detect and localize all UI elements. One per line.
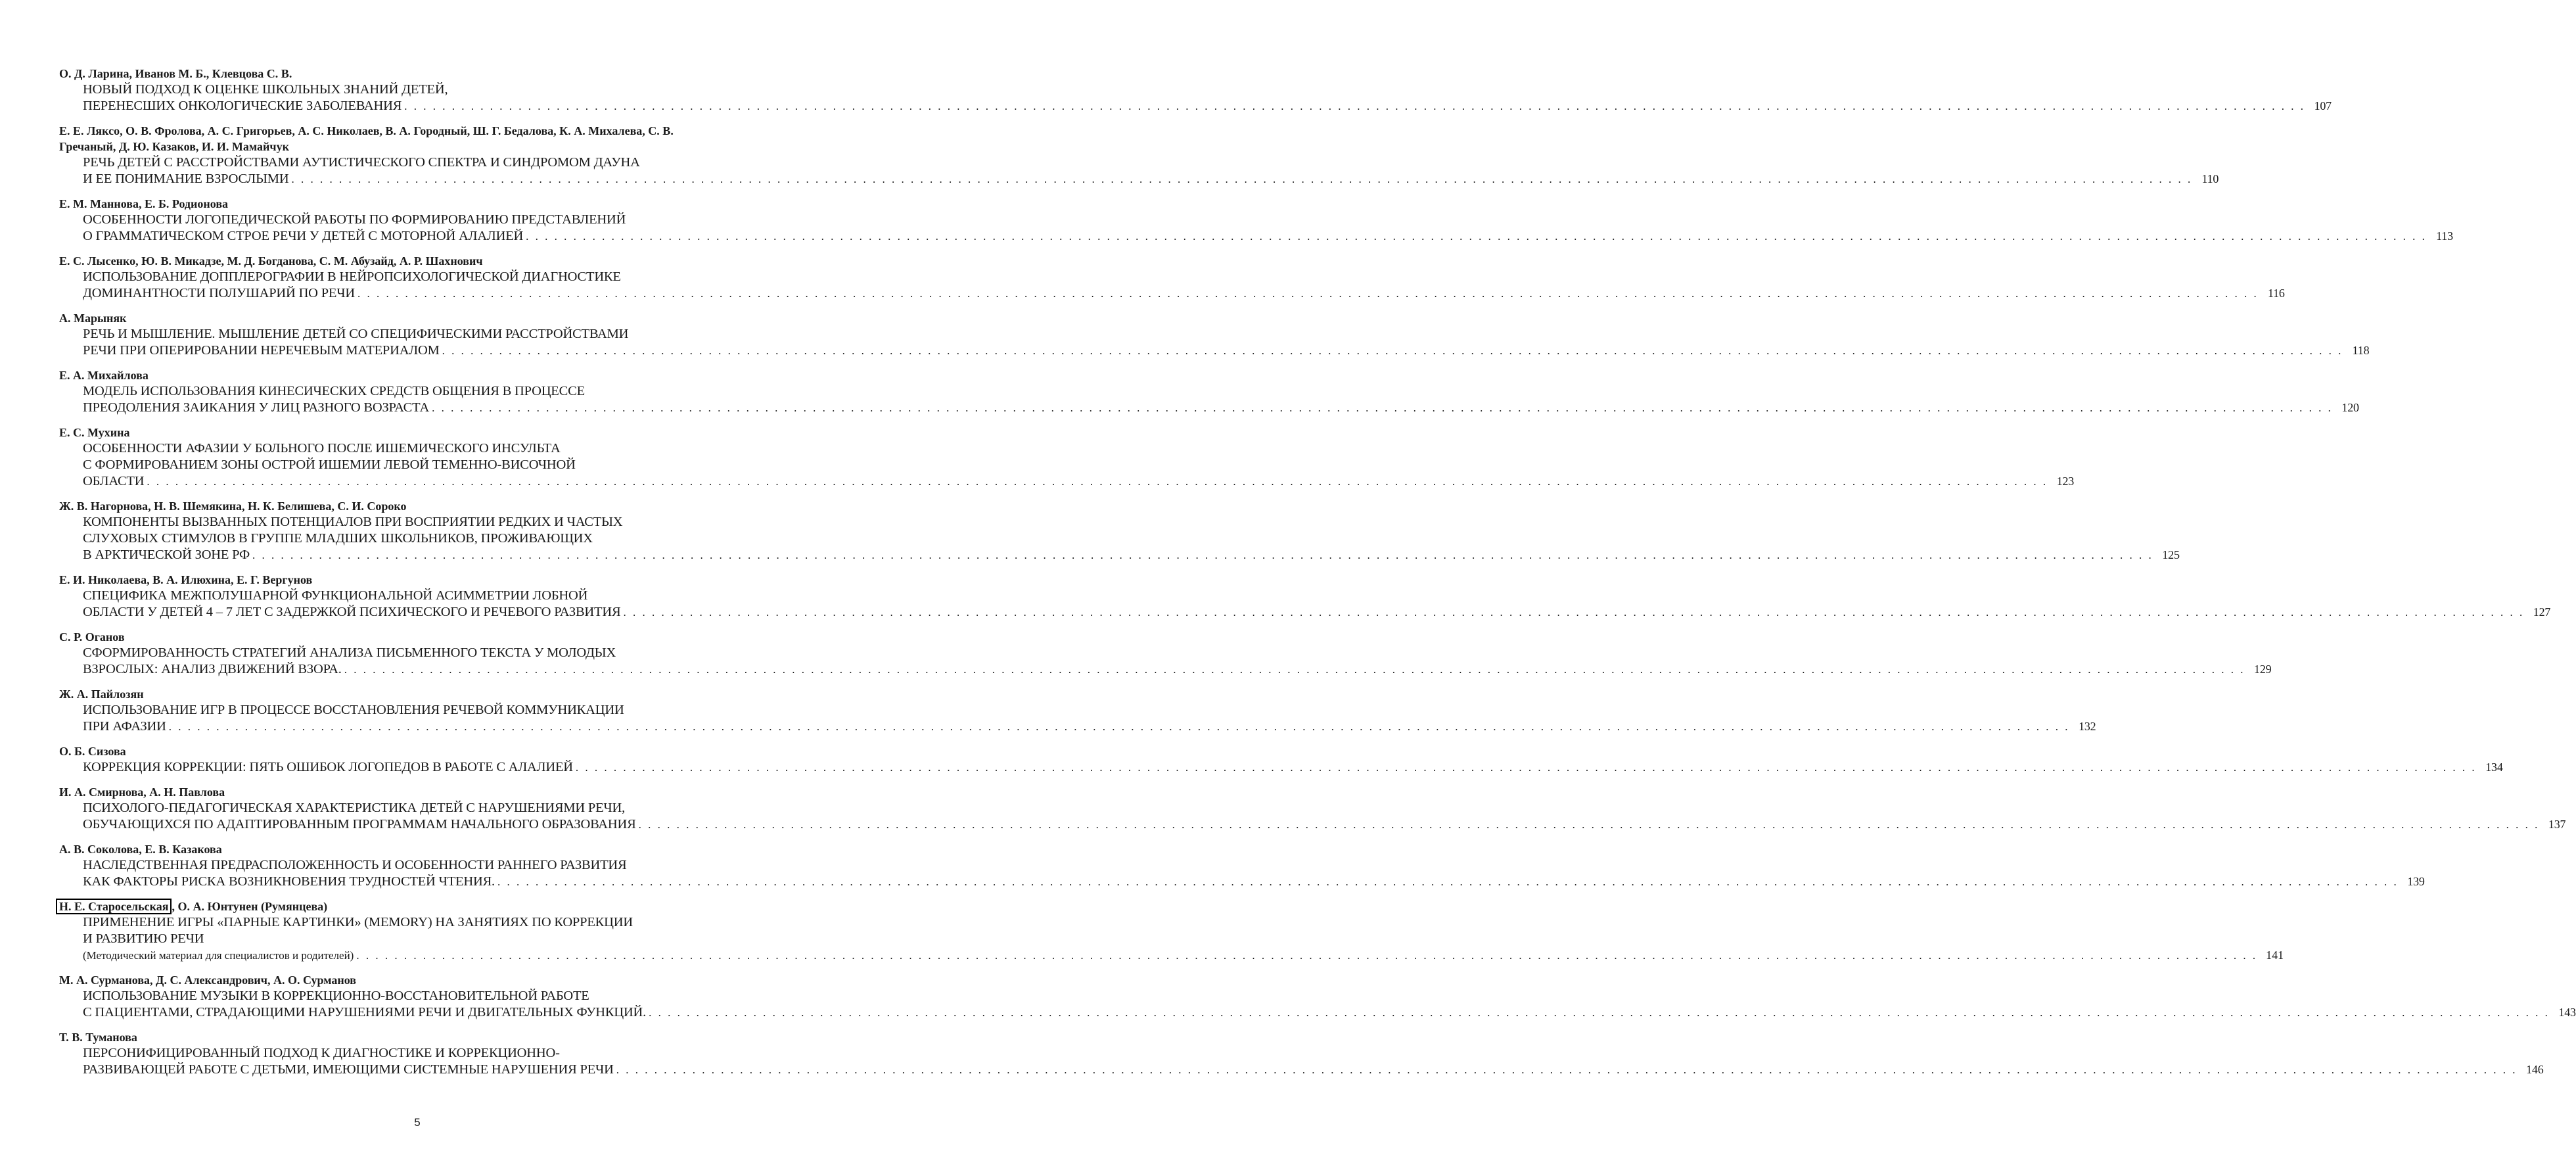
title-text: РЕЧИ ПРИ ОПЕРИРОВАНИИ НЕРЕЧЕВЫМ МАТЕРИАЛОМ <box>83 343 440 358</box>
entry-title-line <box>83 530 760 547</box>
page-ref: 118 <box>2352 344 2370 357</box>
entry-authors <box>59 686 760 702</box>
dot-leader: . . . . . . . . . . . . . . . . . . . . . . . . . . . . . . . . . . . . . . . . . . . . . . . . . . . . . . . . . . . . . . . . . . . . . . . . . . . . . . . . . . . . . . . . . . . . . . . . . . . . . . . . . . . . . . . . . . . . . . . . . . . . . . . . . . . . . . . . . . . . . . . . . . . . . . . . . . . . . . . . . . . . . . . . . . . . . . . . . . . . . . . . . . . . . . . . . . . . . . . . <box>357 287 2259 300</box>
title-text: ОСОБЕННОСТИ ЛОГОПЕДИЧЕСКОЙ РАБОТЫ ПО ФОРМИРОВАНИЮ ПРЕДСТАВЛЕНИЙ <box>83 212 626 227</box>
toc-entry <box>59 425 2075 490</box>
dot-leader: . . . . . . . . . . . . . . . . . . . . . . . . . . . . . . . . . . . . . . . . . . . . . . . . . . . . . . . . . . . . . . . . . . . . . . . . . . . . . . . . . . . . . . . . . . . . . . . . . . . . . . . . . . . . . . . . . . . . . . . . . . . . . . . . . . . . . . . . . . . . . . . . . . . . . . . . . . . . . . . . . . . . . . . . . . . . . . . . . . . . . . . . . . . . . . . . . . . . . . . . <box>616 1064 2518 1076</box>
author-names: Е. А. Михайлова <box>59 369 149 382</box>
entry-title-line <box>83 857 760 874</box>
page-ref: 141 <box>2266 949 2284 962</box>
entry-title-line <box>83 212 760 228</box>
author-names: О. Б. Сизова <box>59 745 126 758</box>
entry-note-line <box>83 947 2284 964</box>
toc-entry <box>59 196 2453 245</box>
entry-title-line <box>83 440 760 457</box>
page-ref: 120 <box>2341 401 2359 414</box>
dot-leader: . . . . . . . . . . . . . . . . . . . . . . . . . . . . . . . . . . . . . . . . . . . . . . . . . . . . . . . . . . . . . . . . . . . . . . . . . . . . . . . . . . . . . . . . . . . . . . . . . . . . . . . . . . . . . . . . . . . . . . . . . . . . . . . . . . . . . . . . . . . . . . . . . . . . . . . . . . . . . . . . . . . . . . . . . . . . . . . . . . . . . . . . . . . . . . . . . . . . . . . . <box>442 344 2343 357</box>
page-ref: 107 <box>2314 99 2332 112</box>
author-names: Е. И. Николаева, В. А. Илюхина, Е. Г. Вергунов <box>59 573 313 586</box>
dot-leader: . . . . . . . . . . . . . . . . . . . . . . . . . . . . . . . . . . . . . . . . . . . . . . . . . . . . . . . . . . . . . . . . . . . . . . . . . . . . . . . . . . . . . . . . . . . . . . . . . . . . . . . . . . . . . . . . . . . . . . . . . . . . . . . . . . . . . . . . . . . . . . . . . . . . . . . . . . . . . . . . . . . . . . . . . . . . . . . . . . . . . . . . . . . . . . . . . . . . . . . . <box>623 606 2525 619</box>
entry-title-line <box>83 154 760 171</box>
page-ref: 125 <box>2162 548 2180 561</box>
entry-title-line <box>83 269 760 285</box>
dot-leader: . . . . . . . . . . . . . . . . . . . . . . . . . . . . . . . . . . . . . . . . . . . . . . . . . . . . . . . . . . . . . . . . . . . . . . . . . . . . . . . . . . . . . . . . . . . . . . . . . . . . . . . . . . . . . . . . . . . . . . . . . . . . . . . . . . . . . . . . . . . . . . . . . . . . . . . . . . . . . . . . . . . . . . . . . . . . . . . . . . . . . . . . . . . . . . . . . . . . . . . . <box>356 949 2258 962</box>
highlighted-author: Н. Е. Старосельская <box>56 899 172 914</box>
page-ref: 127 <box>2533 605 2551 619</box>
entry-title-line <box>83 82 760 98</box>
entry-authors <box>59 841 760 857</box>
title-text: И ЕЕ ПОНИМАНИЕ ВЗРОСЛЫМИ <box>83 172 289 186</box>
author-names: О. Д. Ларина, Иванов М. Б., Клевцова С. В. <box>59 67 292 80</box>
entry-title-line <box>83 1045 760 1062</box>
toc-entry <box>59 123 2219 187</box>
author-names: Т. В. Туманова <box>59 1031 137 1044</box>
author-names: Е. М. Маннова, Е. Б. Родионова <box>59 197 229 210</box>
entry-title-line <box>83 931 760 947</box>
title-text: ПРИМЕНЕНИЕ ИГРЫ «ПАРНЫЕ КАРТИНКИ» (MEMORY) НА ЗАНЯТИЯХ ПО КОРРЕКЦИИ <box>83 915 633 929</box>
dot-leader: . . . . . . . . . . . . . . . . . . . . . . . . . . . . . . . . . . . . . . . . . . . . . . . . . . . . . . . . . . . . . . . . . . . . . . . . . . . . . . . . . . . . . . . . . . . . . . . . . . . . . . . . . . . . . . . . . . . . . . . . . . . . . . . . . . . . . . . . . . . . . . . . . . . . . . . . . . . . . . . . . . . . . . . . . . . . . . . . . . . . . . . . . . . . . . . . . . . . . . . . <box>252 549 2153 561</box>
author-names: С. Р. Оганов <box>59 630 125 644</box>
title-text: ПЕРЕНЕСШИХ ОНКОЛОГИЧЕСКИЕ ЗАБОЛЕВАНИЯ <box>83 99 402 113</box>
entry-title-line <box>83 285 2285 302</box>
entry-authors <box>59 743 760 759</box>
title-text: ПЕРСОНИФИЦИРОВАННЫЙ ПОДХОД К ДИАГНОСТИКЕ И КОРРЕКЦИОННО- <box>83 1046 560 1060</box>
dot-leader: . . . . . . . . . . . . . . . . . . . . . . . . . . . . . . . . . . . . . . . . . . . . . . . . . . . . . . . . . . . . . . . . . . . . . . . . . . . . . . . . . . . . . . . . . . . . . . . . . . . . . . . . . . . . . . . . . . . . . . . . . . . . . . . . . . . . . . . . . . . . . . . . . . . . . . . . . . . . . . . . . . . . . . . . . . . . . . . . . . . . . . . . . . . . . . . . . . . . . . . . <box>344 663 2245 676</box>
toc-entry <box>59 899 2284 964</box>
title-text: ОБЛАСТИ У ДЕТЕЙ 4 – 7 ЛЕТ С ЗАДЕРЖКОЙ ПСИХИЧЕСКОГО И РЕЧЕВОГО РАЗВИТИЯ <box>83 605 621 619</box>
dot-leader: . . . . . . . . . . . . . . . . . . . . . . . . . . . . . . . . . . . . . . . . . . . . . . . . . . . . . . . . . . . . . . . . . . . . . . . . . . . . . . . . . . . . . . . . . . . . . . . . . . . . . . . . . . . . . . . . . . . . . . . . . . . . . . . . . . . . . . . . . . . . . . . . . . . . . . . . . . . . . . . . . . . . . . . . . . . . . . . . . . . . . . . . . . . . . . . . . . . . . . . . <box>147 475 2048 488</box>
title-text: О ГРАММАТИЧЕСКОМ СТРОЕ РЕЧИ У ДЕТЕЙ С МОТОРНОЙ АЛАЛИЕЙ <box>83 229 524 243</box>
entry-authors <box>59 367 760 383</box>
entry-title-line <box>83 988 760 1004</box>
entry-title-line <box>83 645 760 661</box>
entry-authors <box>59 498 760 514</box>
author-names: , О. А. Юнтунен (Румянцева) <box>172 900 328 913</box>
author-names: Ж. А. Пайлозян <box>59 688 144 701</box>
author-names: И. А. Смирнова, А. Н. Павлова <box>59 785 225 799</box>
toc-entry <box>59 686 2096 735</box>
author-names: Ж. В. Нагорнова, Н. В. Шемякина, Н. К. Белишева, С. И. Сороко <box>59 500 407 513</box>
title-text: ПРИ АФАЗИИ <box>83 719 166 734</box>
toc-entry <box>59 66 2332 114</box>
entry-authors <box>59 572 760 588</box>
toc-entry <box>59 784 2566 833</box>
entry-title-line <box>83 702 760 718</box>
entry-title-line <box>83 383 760 400</box>
entry-authors <box>59 899 760 914</box>
dot-leader: . . . . . . . . . . . . . . . . . . . . . . . . . . . . . . . . . . . . . . . . . . . . . . . . . . . . . . . . . . . . . . . . . . . . . . . . . . . . . . . . . . . . . . . . . . . . . . . . . . . . . . . . . . . . . . . . . . . . . . . . . . . . . . . . . . . . . . . . . . . . . . . . . . . . . . . . . . . . . . . . . . . . . . . . . . . . . . . . . . . . . . . . . . . . . . . . . . . . . . . . <box>575 761 2477 774</box>
author-names: Е. С. Лысенко, Ю. В. Микадзе, М. Д. Богданова, С. М. Абузайд, А. Р. Шахнович <box>59 254 483 268</box>
author-names: Е. С. Мухина <box>59 426 130 439</box>
entry-title-line <box>83 661 2272 678</box>
entry-title-line <box>83 816 2566 833</box>
entry-authors <box>59 1029 760 1045</box>
page-ref: 123 <box>2056 475 2075 488</box>
toc-entry <box>59 498 2180 563</box>
entry-title-line <box>83 326 760 342</box>
title-text: РАЗВИВАЮЩЕЙ РАБОТЕ С ДЕТЬМИ, ИМЕЮЩИМИ СИСТЕМНЫЕ НАРУШЕНИЯ РЕЧИ <box>83 1062 614 1077</box>
page-ref: 116 <box>2267 287 2285 300</box>
entry-title-line <box>83 400 2359 416</box>
title-text: ИСПОЛЬЗОВАНИЕ ИГР В ПРОЦЕССЕ ВОССТАНОВЛЕНИЯ РЕЧЕВОЙ КОММУНИКАЦИИ <box>83 703 624 717</box>
entry-title-line <box>83 800 760 816</box>
author-names: А. В. Соколова, Е. В. Казакова <box>59 843 222 856</box>
title-text: ОСОБЕННОСТИ АФАЗИИ У БОЛЬНОГО ПОСЛЕ ИШЕМИЧЕСКОГО ИНСУЛЬТА <box>83 441 561 456</box>
entry-authors <box>59 310 760 326</box>
title-text: НАСЛЕДСТВЕННАЯ ПРЕДРАСПОЛОЖЕННОСТЬ И ОСОБЕННОСТИ РАННЕГО РАЗВИТИЯ <box>83 858 627 872</box>
title-text: РЕЧЬ И МЫШЛЕНИЕ. МЫШЛЕНИЕ ДЕТЕЙ СО СПЕЦИФИЧЕСКИМИ РАССТРОЙСТВАМИ <box>83 327 629 341</box>
entry-authors <box>59 123 760 154</box>
title-text: С ПАЦИЕНТАМИ, СТРАДАЮЩИМИ НАРУШЕНИЯМИ РЕЧИ И ДВИГАТЕЛЬНЫХ ФУНКЦИЙ. <box>83 1005 647 1020</box>
entry-title-line <box>83 914 760 931</box>
title-text: РЕЧЬ ДЕТЕЙ С РАССТРОЙСТВАМИ АУТИСТИЧЕСКОГО СПЕКТРА И СИНДРОМОМ ДАУНА <box>83 155 640 170</box>
entry-title-line <box>83 588 760 604</box>
toc-entry <box>59 743 2503 776</box>
entry-title-line <box>83 547 2180 563</box>
entry-authors <box>59 253 760 269</box>
entry-title-line <box>83 98 2332 114</box>
toc-entry <box>59 310 2370 359</box>
entry-authors <box>59 629 760 645</box>
title-text: ИСПОЛЬЗОВАНИЕ МУЗЫКИ В КОРРЕКЦИОННО-ВОССТАНОВИТЕЛЬНОЙ РАБОТЕ <box>83 989 589 1003</box>
entry-title-line <box>83 1004 2576 1021</box>
toc-entry <box>59 253 2285 302</box>
title-text: КОМПОНЕНТЫ ВЫЗВАННЫХ ПОТЕНЦИАЛОВ ПРИ ВОСПРИЯТИИ РЕДКИХ И ЧАСТЫХ <box>83 515 623 529</box>
toc-entry <box>59 367 2359 416</box>
entry-title-line <box>83 171 2219 187</box>
title-text: КОРРЕКЦИЯ КОРРЕКЦИИ: ПЯТЬ ОШИБОК ЛОГОПЕДОВ В РАБОТЕ С АЛАЛИЕЙ <box>83 760 573 774</box>
entry-title-line <box>83 228 2453 245</box>
toc-entry <box>59 1029 2544 1078</box>
dot-leader: . . . . . . . . . . . . . . . . . . . . . . . . . . . . . . . . . . . . . . . . . . . . . . . . . . . . . . . . . . . . . . . . . . . . . . . . . . . . . . . . . . . . . . . . . . . . . . . . . . . . . . . . . . . . . . . . . . . . . . . . . . . . . . . . . . . . . . . . . . . . . . . . . . . . . . . . . . . . . . . . . . . . . . . . . . . . . . . . . . . . . . . . . . . . . . . . . . . . . . . . <box>649 1006 2550 1019</box>
title-text: НОВЫЙ ПОДХОД К ОЦЕНКЕ ШКОЛЬНЫХ ЗНАНИЙ ДЕТЕЙ, <box>83 82 448 97</box>
dot-leader: . . . . . . . . . . . . . . . . . . . . . . . . . . . . . . . . . . . . . . . . . . . . . . . . . . . . . . . . . . . . . . . . . . . . . . . . . . . . . . . . . . . . . . . . . . . . . . . . . . . . . . . . . . . . . . . . . . . . . . . . . . . . . . . . . . . . . . . . . . . . . . . . . . . . . . . . . . . . . . . . . . . . . . . . . . . . . . . . . . . . . . . . . . . . . . . . . . . . . . . . <box>432 402 2333 414</box>
entry-title-line <box>83 1062 2544 1078</box>
title-text: СФОРМИРОВАННОСТЬ СТРАТЕГИЙ АНАЛИЗА ПИСЬМЕННОГО ТЕКСТА У МОЛОДЫХ <box>83 645 616 660</box>
entry-title-line <box>83 473 2075 490</box>
toc-entry <box>59 972 2576 1021</box>
toc-entry <box>59 841 2425 890</box>
title-text: ВЗРОСЛЫХ: АНАЛИЗ ДВИЖЕНИЙ ВЗОРА. <box>83 662 342 676</box>
title-text: КАК ФАКТОРЫ РИСКА ВОЗНИКНОВЕНИЯ ТРУДНОСТЕЙ ЧТЕНИЯ. <box>83 874 495 889</box>
title-text: С ФОРМИРОВАНИЕМ ЗОНЫ ОСТРОЙ ИШЕМИИ ЛЕВОЙ ТЕМЕННО-ВИСОЧНОЙ <box>83 457 576 472</box>
author-names: А. Марыняк <box>59 312 127 325</box>
entry-authors <box>59 425 760 440</box>
title-text: ПРЕОДОЛЕНИЯ ЗАИКАНИЯ У ЛИЦ РАЗНОГО ВОЗРАСТА <box>83 400 430 415</box>
dot-leader: . . . . . . . . . . . . . . . . . . . . . . . . . . . . . . . . . . . . . . . . . . . . . . . . . . . . . . . . . . . . . . . . . . . . . . . . . . . . . . . . . . . . . . . . . . . . . . . . . . . . . . . . . . . . . . . . . . . . . . . . . . . . . . . . . . . . . . . . . . . . . . . . . . . . . . . . . . . . . . . . . . . . . . . . . . . . . . . . . . . . . . . . . . . . . . . . . . . . . . . . <box>291 173 2193 185</box>
title-text: И РАЗВИТИЮ РЕЧИ <box>83 931 204 946</box>
title-text: ПСИХОЛОГО-ПЕДАГОГИЧЕСКАЯ ХАРАКТЕРИСТИКА ДЕТЕЙ С НАРУШЕНИЯМИ РЕЧИ, <box>83 801 626 815</box>
page-ref: 110 <box>2201 172 2219 185</box>
dot-leader: . . . . . . . . . . . . . . . . . . . . . . . . . . . . . . . . . . . . . . . . . . . . . . . . . . . . . . . . . . . . . . . . . . . . . . . . . . . . . . . . . . . . . . . . . . . . . . . . . . . . . . . . . . . . . . . . . . . . . . . . . . . . . . . . . . . . . . . . . . . . . . . . . . . . . . . . . . . . . . . . . . . . . . . . . . . . . . . . . . . . . . . . . . . . . . . . . . . . . . . . <box>638 818 2540 831</box>
page-ref: 146 <box>2526 1063 2544 1076</box>
entry-title-line <box>83 514 760 530</box>
page-ref: 132 <box>2079 720 2096 733</box>
title-text: СПЕЦИФИКА МЕЖПОЛУШАРНОЙ ФУНКЦИОНАЛЬНОЙ АСИММЕТРИИ ЛОБНОЙ <box>83 588 588 603</box>
page-ref: 113 <box>2436 229 2453 243</box>
entry-title-line <box>83 874 2425 890</box>
page-ref: 143 <box>2558 1006 2576 1019</box>
table-of-contents <box>59 66 2576 1087</box>
title-text: СЛУХОВЫХ СТИМУЛОВ В ГРУППЕ МЛАДШИХ ШКОЛЬНИКОВ, ПРОЖИВАЮЩИХ <box>83 531 593 546</box>
dot-leader: . . . . . . . . . . . . . . . . . . . . . . . . . . . . . . . . . . . . . . . . . . . . . . . . . . . . . . . . . . . . . . . . . . . . . . . . . . . . . . . . . . . . . . . . . . . . . . . . . . . . . . . . . . . . . . . . . . . . . . . . . . . . . . . . . . . . . . . . . . . . . . . . . . . . . . . . . . . . . . . . . . . . . . . . . . . . . . . . . . . . . . . . . . . . . . . . . . . . . . . . <box>168 720 2070 733</box>
toc-entry <box>59 572 2551 621</box>
entry-title-line <box>83 718 2096 735</box>
title-text: ОБУЧАЮЩИХСЯ ПО АДАПТИРОВАННЫМ ПРОГРАММАМ НАЧАЛЬНОГО ОБРАЗОВАНИЯ <box>83 817 636 832</box>
dot-leader: . . . . . . . . . . . . . . . . . . . . . . . . . . . . . . . . . . . . . . . . . . . . . . . . . . . . . . . . . . . . . . . . . . . . . . . . . . . . . . . . . . . . . . . . . . . . . . . . . . . . . . . . . . . . . . . . . . . . . . . . . . . . . . . . . . . . . . . . . . . . . . . . . . . . . . . . . . . . . . . . . . . . . . . . . . . . . . . . . . . . . . . . . . . . . . . . . . . . . . . . <box>404 100 2305 112</box>
page-number: 5 <box>414 1116 421 1129</box>
entry-authors <box>59 66 760 82</box>
title-text: ИСПОЛЬЗОВАНИЕ ДОППЛЕРОГРАФИИ В НЕЙРОПСИХОЛОГИЧЕСКОЙ ДИАГНОСТИКЕ <box>83 270 621 284</box>
entry-title-line <box>83 457 760 473</box>
title-text: В АРКТИЧЕСКОЙ ЗОНЕ РФ <box>83 548 250 562</box>
note-text: (Методический материал для специалистов и родителей) <box>83 949 354 962</box>
toc-entry <box>59 629 2272 678</box>
page-ref: 137 <box>2548 818 2566 831</box>
entry-title-line <box>83 604 2551 621</box>
entry-authors <box>59 784 760 800</box>
dot-leader: . . . . . . . . . . . . . . . . . . . . . . . . . . . . . . . . . . . . . . . . . . . . . . . . . . . . . . . . . . . . . . . . . . . . . . . . . . . . . . . . . . . . . . . . . . . . . . . . . . . . . . . . . . . . . . . . . . . . . . . . . . . . . . . . . . . . . . . . . . . . . . . . . . . . . . . . . . . . . . . . . . . . . . . . . . . . . . . . . . . . . . . . . . . . . . . . . . . . . . . . <box>526 230 2427 243</box>
page-ref: 129 <box>2254 663 2272 676</box>
author-names: М. А. Сурманова, Д. С. Александрович, А. О. Сурманов <box>59 973 357 987</box>
entry-title-line <box>83 342 2370 359</box>
entry-authors <box>59 972 760 988</box>
title-text: МОДЕЛЬ ИСПОЛЬЗОВАНИЯ КИНЕСИЧЕСКИХ СРЕДСТВ ОБЩЕНИЯ В ПРОЦЕССЕ <box>83 384 585 398</box>
dot-leader: . . . . . . . . . . . . . . . . . . . . . . . . . . . . . . . . . . . . . . . . . . . . . . . . . . . . . . . . . . . . . . . . . . . . . . . . . . . . . . . . . . . . . . . . . . . . . . . . . . . . . . . . . . . . . . . . . . . . . . . . . . . . . . . . . . . . . . . . . . . . . . . . . . . . . . . . . . . . . . . . . . . . . . . . . . . . . . . . . . . . . . . . . . . . . . . . . . . . . . . . <box>497 876 2399 888</box>
entry-authors <box>59 196 760 212</box>
author-names: Е. Е. Ляксо, О. В. Фролова, А. С. Григорьев, А. С. Николаев, В. А. Городный, Ш. Г. Бедалова, К. А. Михалева, С. В. Гречаный, Д. Ю. Казаков, И. И. Мамайчук <box>59 124 674 153</box>
entry-title-line <box>83 759 2503 776</box>
title-text: ОБЛАСТИ <box>83 474 145 488</box>
page-ref: 139 <box>2407 875 2425 888</box>
page-ref: 134 <box>2485 761 2503 774</box>
title-text: ДОМИНАНТНОСТИ ПОЛУШАРИЙ ПО РЕЧИ <box>83 286 355 300</box>
